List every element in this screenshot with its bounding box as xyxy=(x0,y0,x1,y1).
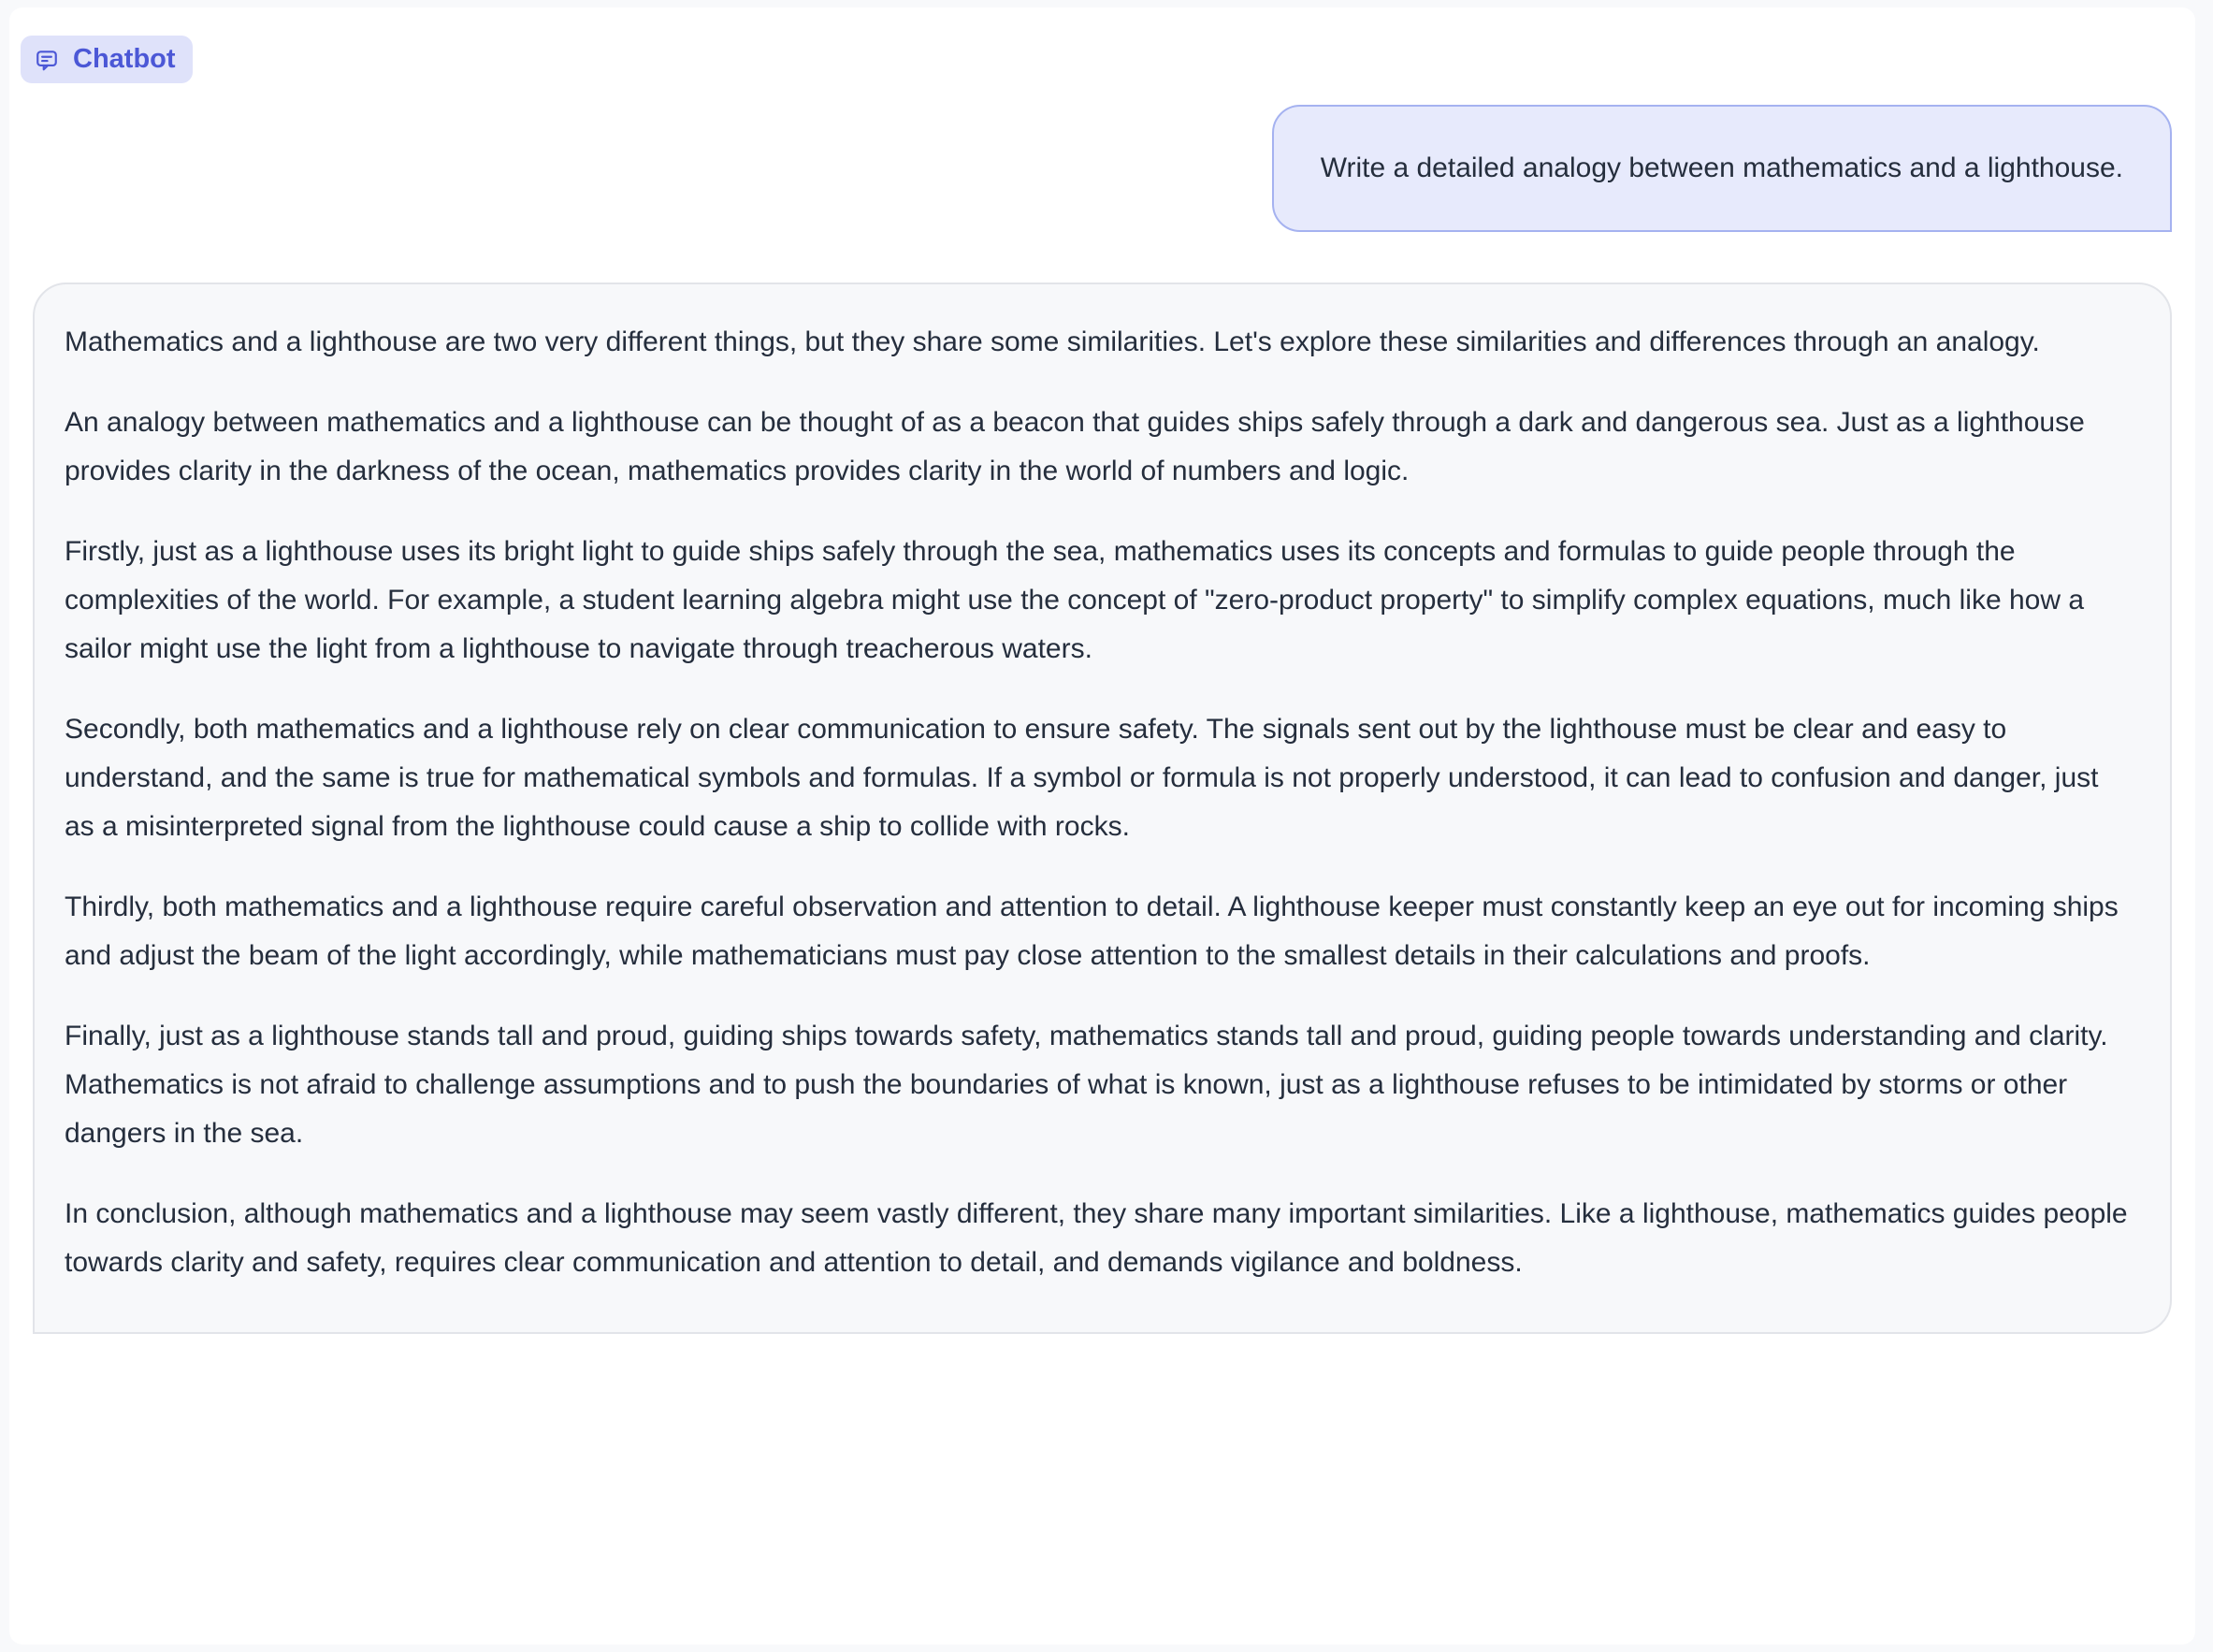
chatbot-panel xyxy=(9,7,2195,1645)
user-message-bubble xyxy=(1272,105,2172,232)
bot-paragraph: Secondly, both mathematics and a lighthouse rely on clear communication to ensure safety. The signals sent out by the lighthouse must be clear and easy to understand, and the same is true for mathematical symbols and formulas. If a symbol or formula is not properly understood, it can lead to confusion and danger, just as a misinterpreted signal from the lighthouse could cause a ship to collide with rocks. xyxy=(65,714,2099,842)
bot-paragraph: Mathematics and a lighthouse are two very different things, but they share some similarities. Let's explore these similarities and differences through an analogy. xyxy=(65,326,2040,357)
bot-paragraph: Firstly, just as a lighthouse uses its bright light to guide ships safely through the sea, mathematics uses its concepts and formulas to guide people through the complexities of the world. For example, a student learning algebra might use the concept of "zero-product property" to simplify complex equations, much like how a sailor might use the light from a lighthouse to navigate through treacherous waters. xyxy=(65,536,2085,664)
bot-paragraph: In conclusion, although mathematics and a lighthouse may seem vastly different, they share many important similarities. Like a lighthouse, mathematics guides people towards clarity and safety, requires clear communication and attention to detail, and demands vigilance and boldness. xyxy=(65,1198,2128,1278)
chatbot-label xyxy=(21,36,193,83)
chat-message-list[interactable] xyxy=(33,105,2172,1334)
bot-message-row xyxy=(33,283,2172,1334)
user-message-text: Write a detailed analogy between mathematics and a lighthouse. xyxy=(1320,152,2123,183)
bot-paragraph: Finally, just as a lighthouse stands tall and proud, guiding ships towards safety, mathematics stands tall and proud, guiding people towards understanding and clarity. Mathematics is not afraid to challenge assumptions and to push the boundaries of what is known, just as a lighthouse refuses to be intimidated by storms or other dangers in the sea. xyxy=(65,1021,2108,1149)
chatbot-label-text: Chatbot xyxy=(73,44,176,74)
bot-paragraph: An analogy between mathematics and a lighthouse can be thought of as a beacon that guides ships safely through a dark and dangerous sea. Just as a lighthouse provides clarity in the darkness of the ocean, mathematics provides clarity in the world of numbers and logic. xyxy=(65,407,2085,486)
user-message-row xyxy=(33,105,2172,232)
bot-message-bubble xyxy=(33,283,2172,1334)
bot-paragraph: Thirdly, both mathematics and a lighthouse require careful observation and attention to detail. A lighthouse keeper must constantly keep an eye out for incoming ships and adjust the beam of the light accordingly, while mathematicians must pay close attention to the smallest details in their calculations and proofs. xyxy=(65,891,2119,971)
chat-bubble-icon xyxy=(35,48,59,72)
